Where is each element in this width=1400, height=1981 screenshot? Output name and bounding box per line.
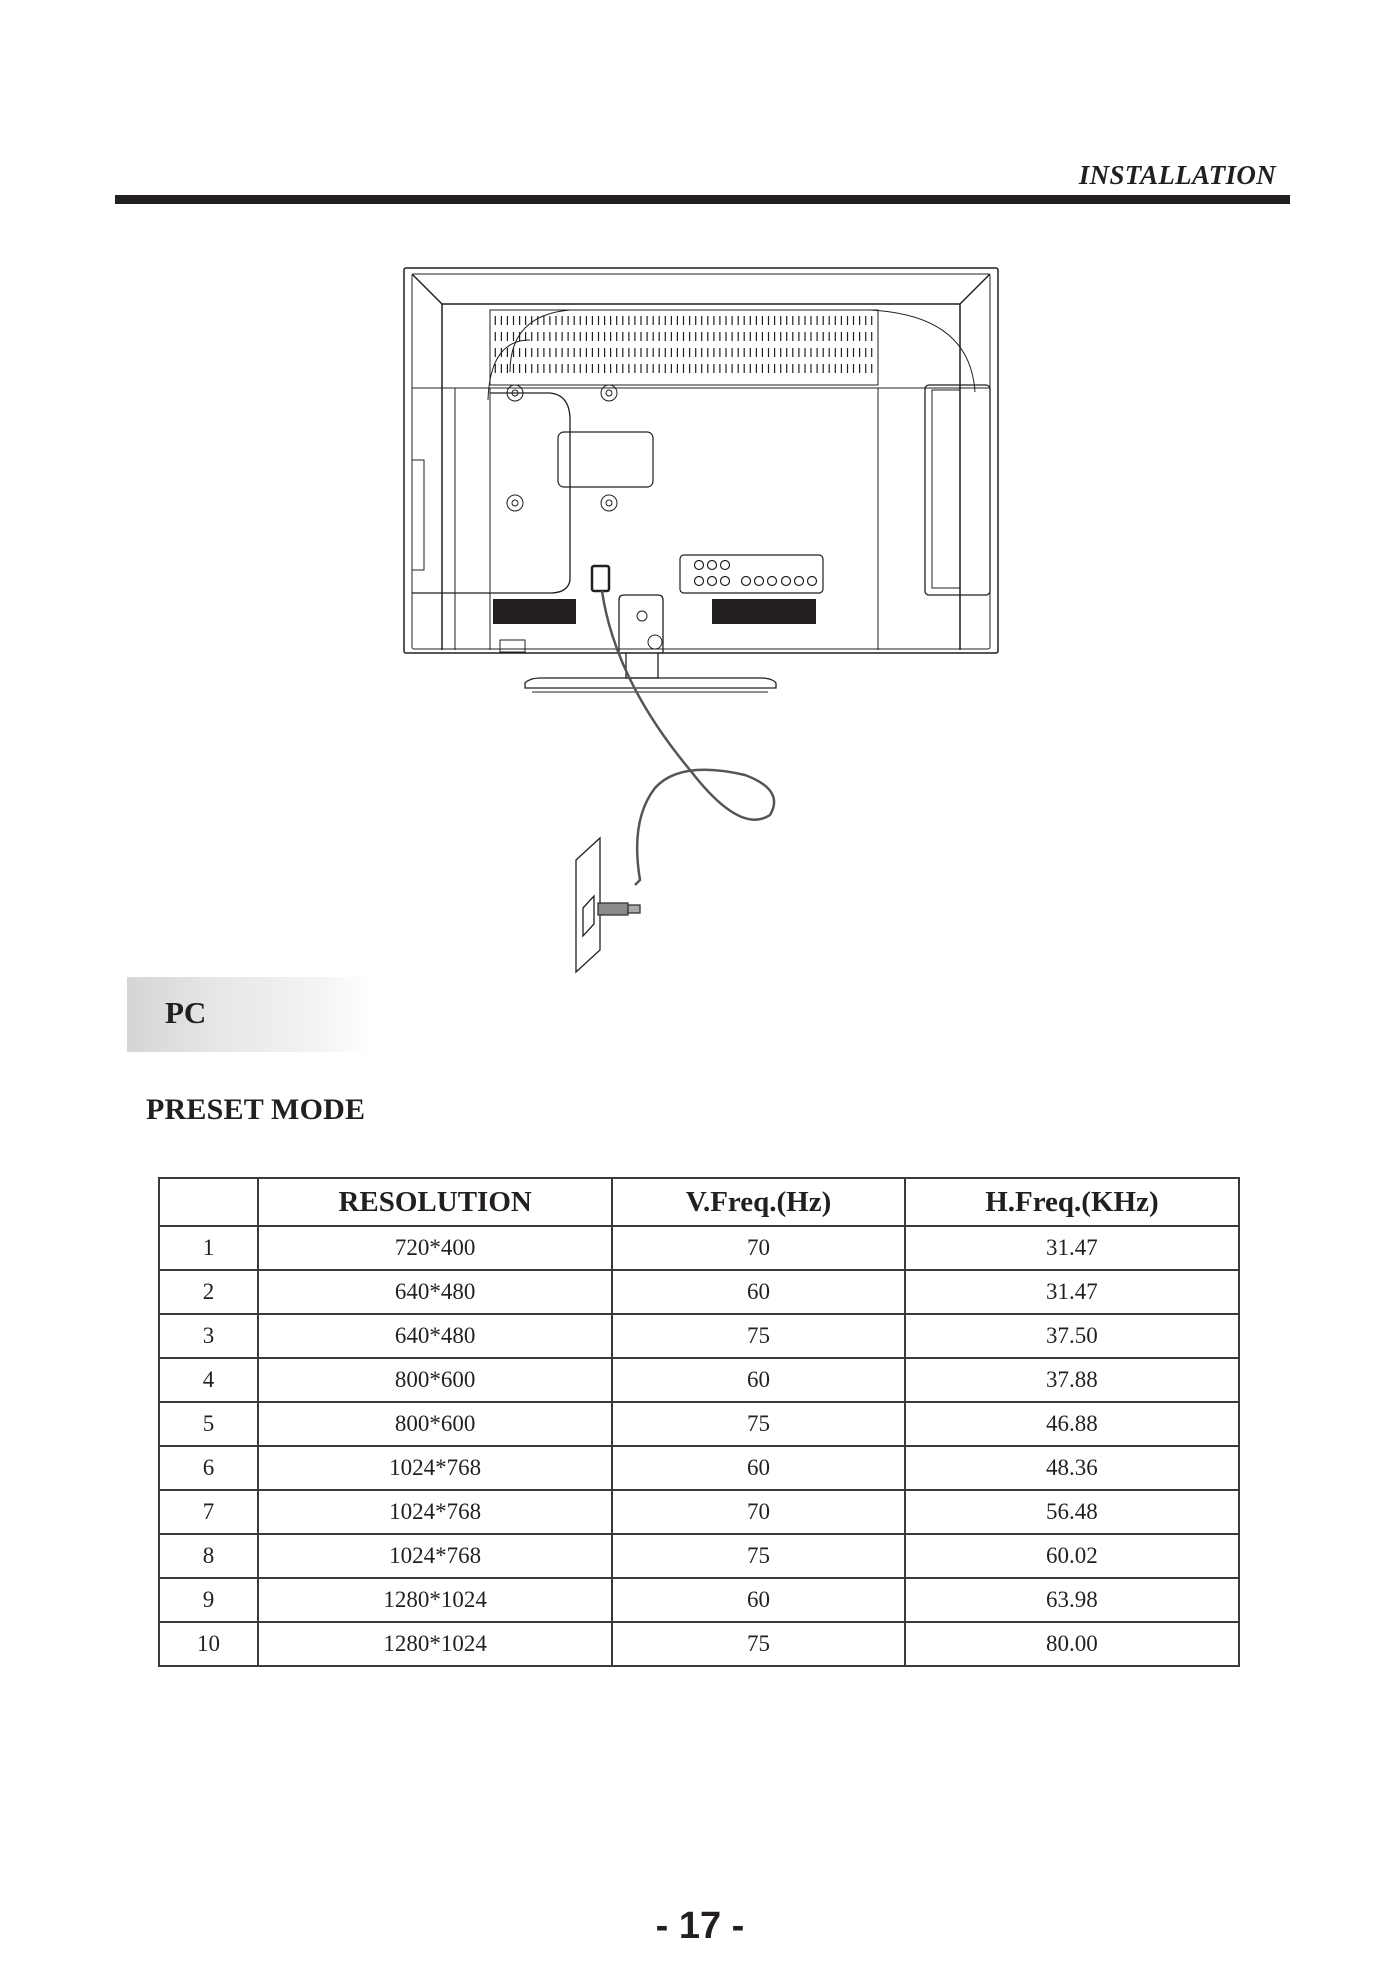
preset-mode-table [158, 1177, 1240, 1667]
cell-index: 1 [159, 1226, 258, 1270]
table-row [159, 1270, 1239, 1314]
input-jack-panel [680, 555, 823, 593]
cell-vfreq: 75 [612, 1622, 905, 1666]
cell-vfreq: 60 [612, 1358, 905, 1402]
cell-hfreq: 63.98 [905, 1578, 1239, 1622]
table-row [159, 1358, 1239, 1402]
wall-outlet-icon [576, 838, 640, 972]
table-row [159, 1490, 1239, 1534]
cell-hfreq: 37.50 [905, 1314, 1239, 1358]
cell-vfreq: 75 [612, 1314, 905, 1358]
cell-resolution: 800*600 [258, 1402, 612, 1446]
pc-section-label: PC [165, 995, 207, 1030]
table-row [159, 1446, 1239, 1490]
cell-index: 3 [159, 1314, 258, 1358]
cell-vfreq: 75 [612, 1402, 905, 1446]
cell-resolution: 1280*1024 [258, 1622, 612, 1666]
cell-vfreq: 75 [612, 1534, 905, 1578]
cell-hfreq: 48.36 [905, 1446, 1239, 1490]
cell-hfreq: 60.02 [905, 1534, 1239, 1578]
cell-hfreq: 31.47 [905, 1226, 1239, 1270]
page-number: - 17 - [655, 1905, 745, 1947]
cell-hfreq: 37.88 [905, 1358, 1239, 1402]
preset-mode-title: PRESET MODE [146, 1093, 366, 1126]
table-row [159, 1314, 1239, 1358]
cell-index: 9 [159, 1578, 258, 1622]
table-row [159, 1622, 1239, 1666]
table-row [159, 1402, 1239, 1446]
tv-power-connection-diagram [390, 260, 1010, 1020]
cell-resolution: 1024*768 [258, 1534, 612, 1578]
cell-index: 2 [159, 1270, 258, 1314]
cell-vfreq: 60 [612, 1270, 905, 1314]
column-header-index [159, 1178, 258, 1226]
cell-resolution: 640*480 [258, 1314, 612, 1358]
cell-resolution: 720*400 [258, 1226, 612, 1270]
cell-vfreq: 60 [612, 1446, 905, 1490]
power-inlet [592, 566, 609, 591]
table-header-row [159, 1178, 1239, 1226]
cell-vfreq: 70 [612, 1226, 905, 1270]
cell-index: 4 [159, 1358, 258, 1402]
cell-index: 5 [159, 1402, 258, 1446]
header-rule [115, 195, 1290, 204]
column-header-hfreq: H.Freq.(KHz) [905, 1178, 1239, 1226]
cell-hfreq: 46.88 [905, 1402, 1239, 1446]
cell-resolution: 1280*1024 [258, 1578, 612, 1622]
cell-index: 8 [159, 1534, 258, 1578]
column-header-vfreq: V.Freq.(Hz) [612, 1178, 905, 1226]
cell-index: 10 [159, 1622, 258, 1666]
cell-index: 6 [159, 1446, 258, 1490]
cell-index: 7 [159, 1490, 258, 1534]
cell-vfreq: 60 [612, 1578, 905, 1622]
cell-resolution: 640*480 [258, 1270, 612, 1314]
vent-grille-top [495, 316, 871, 373]
tv-rear-panel [404, 268, 998, 653]
cell-hfreq: 56.48 [905, 1490, 1239, 1534]
table-row [159, 1534, 1239, 1578]
cell-hfreq: 80.00 [905, 1622, 1239, 1666]
pc-section-banner [127, 977, 370, 1052]
cell-resolution: 800*600 [258, 1358, 612, 1402]
vent-grille-bottom [493, 599, 816, 624]
cell-vfreq: 70 [612, 1490, 905, 1534]
column-header-resolution: RESOLUTION [258, 1178, 612, 1226]
cell-resolution: 1024*768 [258, 1446, 612, 1490]
cell-resolution: 1024*768 [258, 1490, 612, 1534]
table-row [159, 1226, 1239, 1270]
tv-stand-base [525, 653, 776, 692]
section-header-title: INSTALLATION [1078, 160, 1276, 190]
cell-hfreq: 31.47 [905, 1270, 1239, 1314]
power-cord [602, 591, 774, 885]
table-row [159, 1578, 1239, 1622]
